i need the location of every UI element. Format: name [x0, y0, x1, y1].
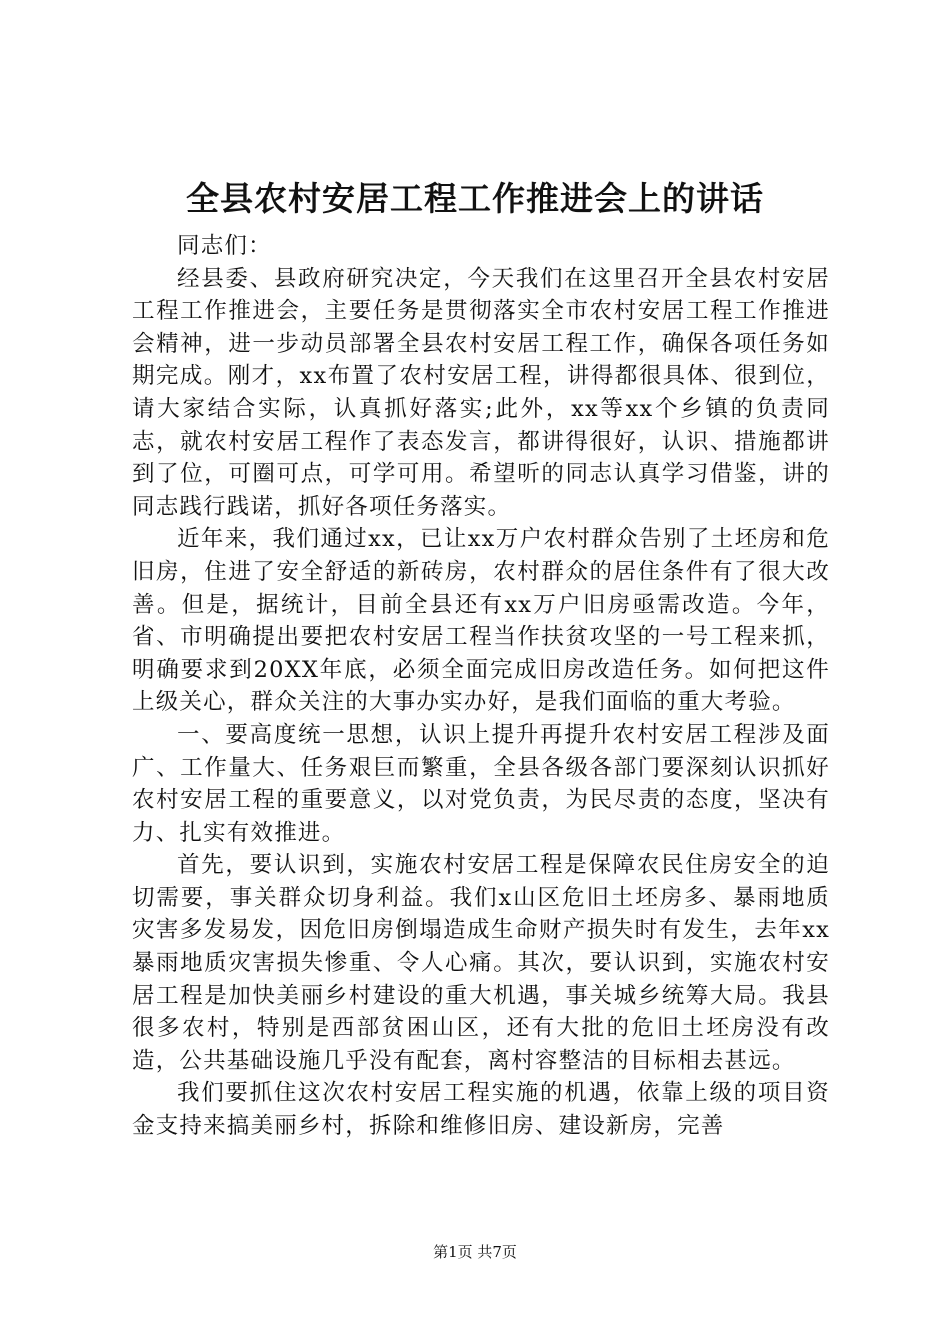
document-body [132, 230, 830, 1143]
document-title: 全县农村安居工程工作推进会上的讲话 [186, 179, 764, 218]
paragraph-4: 首先，要认识到，实施农村安居工程是保障农民住房安全的迫切需要，事关群众切身利益。我们x山区危旧土坯房多、暴雨地质灾害多发易发，因危旧房倒塌造成生命财产损失时有发生，去年xx暴雨地质灾害损失惨重、令人心痛。其次，要认识到，实施农村安居工程是加快美丽乡村建设的重大机遇，事关城乡统筹大局。我县很多农村，特别是西部贫困山区，还有大批的危旧土坯房没有改造，公共基础设施几乎没有配套，离村容整洁的目标相去甚远。 [132, 852, 830, 1074]
greeting: 同志们： [177, 233, 272, 259]
paragraph-3: 一、要高度统一思想，认识上提升再提升农村安居工程涉及面广、工作量大、任务艰巨而繁重，全县各级各部门要深刻认识抓好农村安居工程的重要意义，以对党负责，为民尽责的态度，坚决有力、扎实有效推进。 [132, 721, 830, 846]
page-number: 第1页 共7页 [433, 1243, 517, 1261]
paragraph-2: 近年来，我们通过xx，已让xx万户农村群众告别了土坯房和危旧房，住进了安全舒适的新砖房，农村群众的居住条件有了很大改善。但是，据统计，目前全县还有xx万户旧房亟需改造。今年，省、市明确提出要把农村安居工程当作扶贫攻坚的一号工程来抓，明确要求到20XX年底，必须全面完成旧房改造任务。如何把这件上级关心，群众关注的大事办实办好，是我们面临的重大考验。 [132, 526, 830, 716]
paragraph-5: 我们要抓住这次农村安居工程实施的机遇，依靠上级的项目资金支持来搞美丽乡村，拆除和维修旧房、建设新房，完善 [132, 1080, 830, 1140]
paragraph-1: 经县委、县政府研究决定，今天我们在这里召开全县农村安居工程工作推进会，主要任务是贯彻落实全市农村安居工程工作推进会精神，进一步动员部署全县农村安居工程工作，确保各项任务如期完成。刚才，xx布置了农村安居工程，讲得都很具体、很到位，请大家结合实际，认真抓好落实;此外，xx等xx个乡镇的负责同志，就农村安居工程作了表态发言，都讲得很好，认识、措施都讲到了位，可圈可点，可学可用。希望听的同志认真学习借鉴，讲的同志践行践诺，抓好各项任务落实。 [132, 265, 830, 520]
